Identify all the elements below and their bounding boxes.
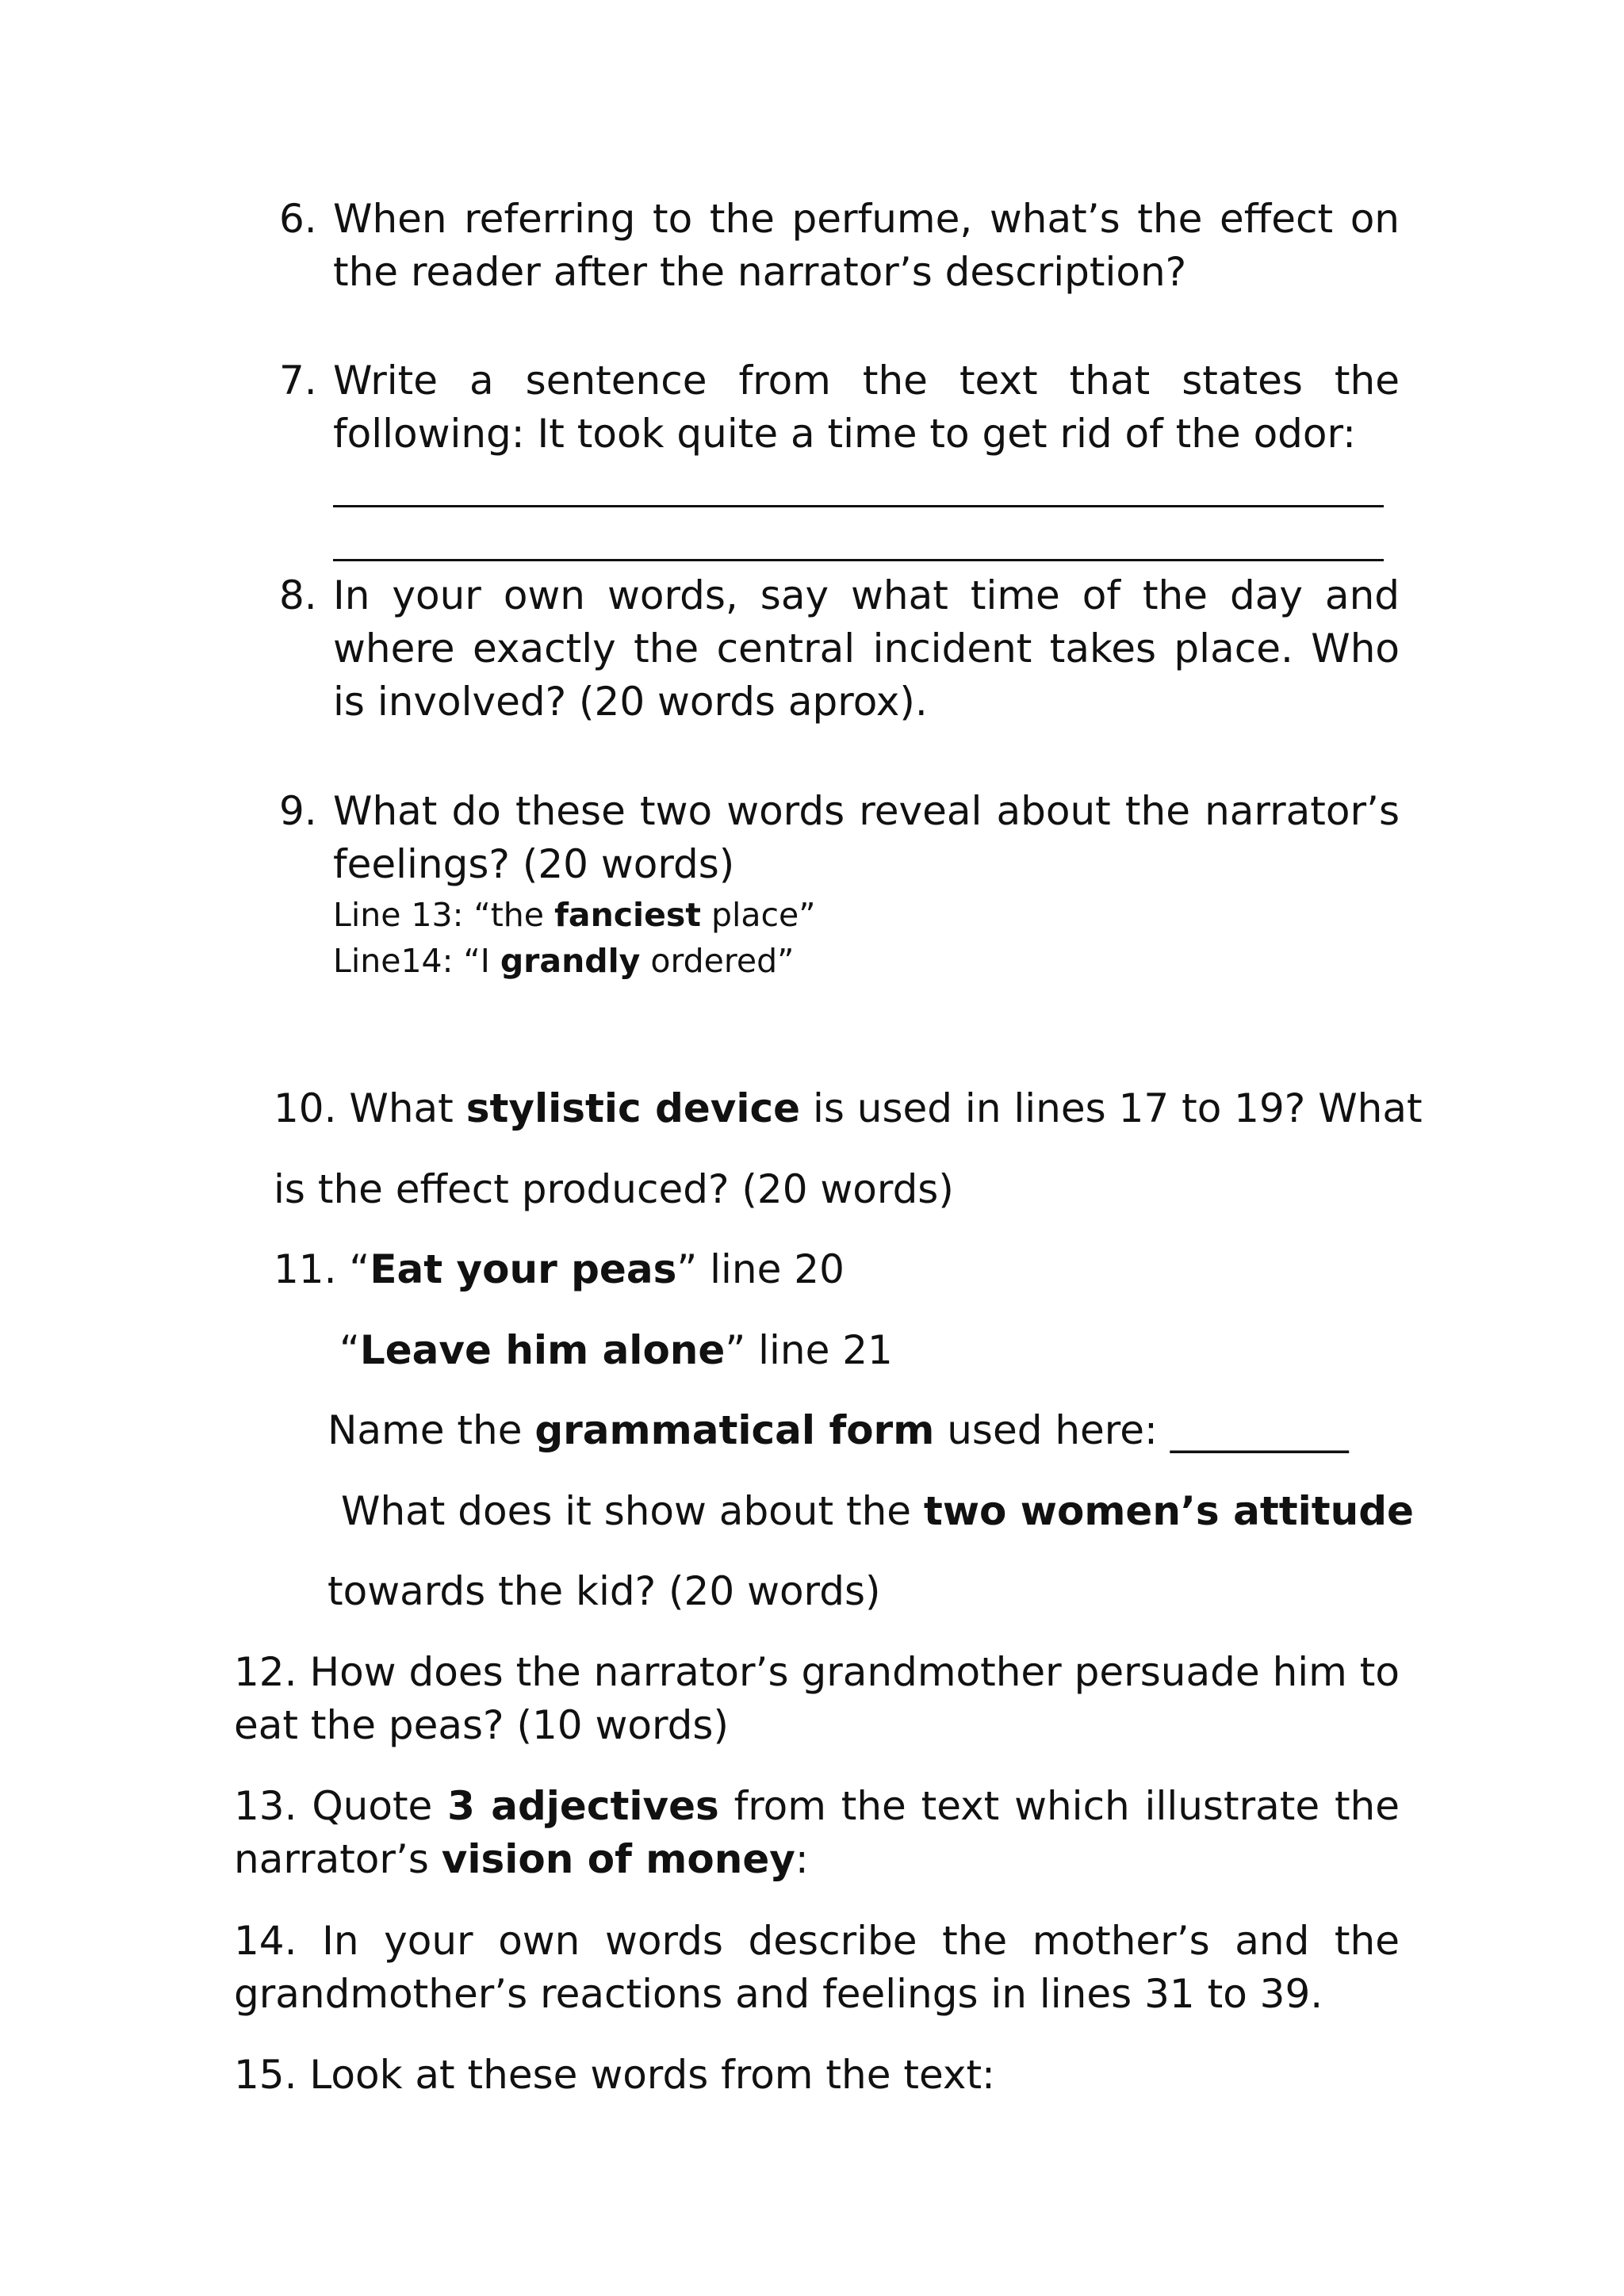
question-14-text: 14. In your own words describe the mother’s and the grandmother’s reactions and feelings in lines 31 to 39. bbox=[234, 1918, 1400, 2017]
quote-prefix: Line14: “I bbox=[333, 942, 500, 980]
question-7-text: Write a sentence from the text that states the following: It took quite a time to get rid of the odor: bbox=[333, 358, 1400, 457]
q10-suffix: is used in lines 17 to 19? What bbox=[800, 1085, 1423, 1131]
question-11-line-1 bbox=[274, 1243, 845, 1296]
question-11-line-2 bbox=[339, 1324, 893, 1377]
q10-prefix: 10. What bbox=[274, 1085, 466, 1131]
answer-line-2 bbox=[333, 559, 1384, 561]
question-9-quote-line-13 bbox=[333, 892, 816, 938]
question-9-text: What do these two words reveal about the narrator’s feelings? (20 words) bbox=[333, 788, 1400, 887]
q11-prefix: 11. “ bbox=[274, 1246, 370, 1292]
q13-suffix: : bbox=[795, 1836, 809, 1882]
question-12-text: 12. How does the narrator’s grandmother persuade him to eat the peas? (10 words) bbox=[234, 1649, 1400, 1748]
q11-show-prefix: What does it show about the bbox=[341, 1488, 924, 1534]
q11-mid-1: ” line 20 bbox=[676, 1246, 845, 1292]
q13-bold-1: 3 adjectives bbox=[447, 1783, 719, 1829]
question-9-quote-line-14 bbox=[333, 938, 794, 984]
q13-prefix: 13. Quote bbox=[234, 1783, 448, 1829]
quote-suffix: ordered” bbox=[640, 942, 795, 980]
quote-prefix: Line 13: “the bbox=[333, 896, 555, 934]
q11-show-bold: two women’s attitude bbox=[923, 1488, 1414, 1534]
question-8-text: In your own words, say what time of the day and where exactly the central incident takes place. Who is involved? (20 words aprox). bbox=[333, 572, 1400, 725]
quote-bold-word: grandly bbox=[500, 942, 641, 980]
quote-suffix: place” bbox=[700, 896, 816, 934]
q11-bold-1: Eat your peas bbox=[370, 1246, 677, 1292]
q10-bold: stylistic device bbox=[465, 1085, 801, 1131]
question-10-line-2: is the effect produced? (20 words) bbox=[274, 1166, 954, 1212]
q11-quote-open: “ bbox=[339, 1327, 360, 1373]
q11-mid-2: ” line 21 bbox=[725, 1327, 893, 1373]
question-11-show-line-2: towards the kid? (20 words) bbox=[327, 1568, 881, 1614]
question-11-show-line bbox=[341, 1485, 1414, 1538]
q11-name-prefix: Name the bbox=[327, 1407, 535, 1453]
question-15-text: 15. Look at these words from the text: bbox=[234, 2052, 995, 2098]
question-8-number: 8. bbox=[279, 572, 317, 618]
q11-name-bold: grammatical form bbox=[534, 1407, 935, 1453]
answer-line-1 bbox=[333, 505, 1384, 507]
question-11-name-line bbox=[327, 1404, 1349, 1457]
question-6-text: When referring to the perfume, what’s the effect on the reader after the narrator’s description? bbox=[333, 196, 1400, 295]
q11-name-suffix: used here: _________ bbox=[934, 1407, 1349, 1453]
question-7-number: 7. bbox=[279, 358, 317, 404]
question-13-text bbox=[234, 1780, 1400, 1886]
question-10-line-1 bbox=[274, 1082, 1423, 1135]
question-6-number: 6. bbox=[279, 196, 317, 242]
q13-mid: from the text which illustrate the narrator’s bbox=[234, 1783, 1400, 1882]
q11-bold-2: Leave him alone bbox=[359, 1327, 726, 1373]
q13-bold-2: vision of money bbox=[441, 1836, 795, 1882]
quote-bold-word: fanciest bbox=[554, 896, 701, 934]
question-9-number: 9. bbox=[279, 788, 317, 834]
